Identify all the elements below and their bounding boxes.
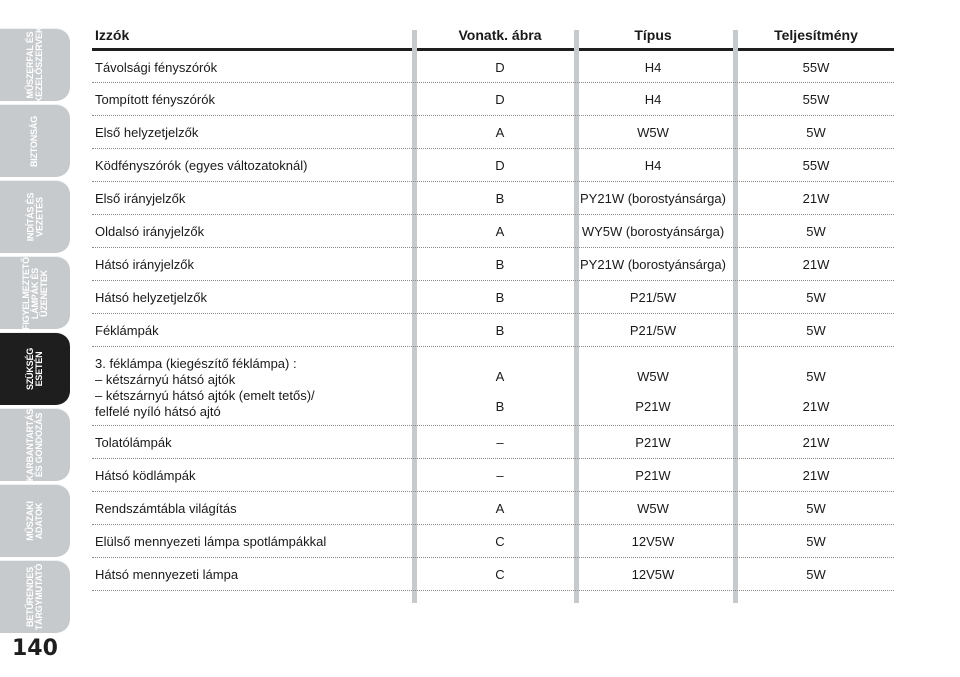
chapter-tab-label: MŰSZAKI ADATOK [24, 501, 44, 541]
bulb-power: 55W [802, 92, 830, 107]
figure-ref: C [495, 567, 505, 582]
page-number: 140 [12, 636, 58, 661]
bulb-type: P21W [635, 399, 671, 414]
bulb-type-cell [580, 116, 726, 148]
bulb-type: P21W [635, 468, 671, 483]
bulb-type-cell [580, 347, 726, 425]
bulb-power: 21W [802, 399, 830, 414]
figure-ref: A [495, 369, 505, 384]
bulb-power: 55W [802, 158, 830, 173]
bulb-type-cell [580, 83, 726, 115]
chapter-tab-label: KARBANTARTÁS ÉS GONDOZÁS [25, 408, 44, 482]
figure-ref: D [495, 60, 505, 75]
chapter-tab-label: BIZTONSÁG [29, 115, 40, 167]
bulb-power-cell [740, 314, 892, 346]
table-row [92, 525, 894, 558]
bulb-name: Oldalsó irányjelzők [95, 224, 205, 239]
bulb-type: H4 [644, 60, 662, 75]
bulb-type: W5W [637, 125, 669, 140]
bulb-power-cell [740, 426, 892, 458]
bulb-power: 5W [806, 290, 826, 305]
table-row [92, 149, 894, 182]
bulb-type-cell [580, 459, 726, 491]
bulb-name: Tompított fényszórók [95, 92, 215, 107]
bulb-power: 21W [802, 191, 830, 206]
bulb-name: 3. féklámpa (kiegészítő féklámpa) : – kétszárnyú hátsó ajtók – kétszárnyú hátsó ajtók (emelt tetős)/ felfelé nyíló hátsó ajtó [95, 356, 315, 419]
bulb-power-cell [740, 347, 892, 425]
chapter-tab[interactable] [0, 256, 70, 329]
bulb-type: H4 [644, 92, 662, 107]
figure-ref-cell [430, 248, 570, 280]
table-body [92, 51, 894, 591]
table-row [92, 248, 894, 281]
bulb-type: W5W [637, 501, 669, 516]
bulb-type-cell [580, 426, 726, 458]
bulb-power-cell [740, 558, 892, 590]
bulb-type: P21/5W [629, 323, 677, 338]
bulb-type: PY21W (borostyánsárga) [580, 191, 726, 206]
figure-ref: B [495, 191, 505, 206]
bulb-type: P21W [635, 435, 671, 450]
figure-ref-cell [430, 492, 570, 524]
figure-ref-cell [430, 116, 570, 148]
bulb-name: Távolsági fényszórók [95, 60, 218, 75]
bulb-type: H4 [644, 158, 662, 173]
header-bulbs: Izzók [95, 27, 130, 43]
table-row [92, 426, 894, 459]
figure-ref-cell [430, 281, 570, 313]
table-row [92, 182, 894, 215]
bulb-power-cell [740, 182, 892, 214]
figure-ref-cell [430, 51, 570, 82]
chapter-tab-label: SZÜKSÉG ESETÉN [24, 347, 44, 391]
figure-ref-cell [430, 459, 570, 491]
bulb-type-cell [580, 281, 726, 313]
bulb-type-cell [580, 248, 726, 280]
table-row [92, 51, 894, 83]
bulb-power: 5W [806, 125, 826, 140]
bulb-type-cell [580, 558, 726, 590]
figure-ref: D [495, 92, 505, 107]
bulb-name: Elülső mennyezeti lámpa spotlámpákkal [95, 534, 327, 549]
table-row [92, 116, 894, 149]
bulb-power: 55W [802, 60, 830, 75]
table-row [92, 347, 894, 426]
bulb-power-cell [740, 525, 892, 557]
bulb-type-cell [580, 525, 726, 557]
chapter-tabs [0, 28, 76, 633]
figure-ref-cell [430, 149, 570, 181]
bulb-power: 5W [806, 534, 826, 549]
chapter-tab[interactable] [0, 484, 70, 557]
figure-ref-cell [430, 558, 570, 590]
bulb-power: 5W [806, 323, 826, 338]
bulb-name: Hátsó helyzetjelzők [95, 290, 207, 305]
figure-ref: B [495, 290, 505, 305]
bulb-power-cell [740, 215, 892, 247]
bulb-type: PY21W (borostyánsárga) [580, 257, 726, 272]
figure-ref: A [495, 501, 505, 516]
chapter-tab[interactable] [0, 180, 70, 253]
bulb-name: Első irányjelzők [95, 191, 186, 206]
bulb-type-cell [580, 314, 726, 346]
figure-ref: B [495, 257, 505, 272]
figure-ref-cell [430, 314, 570, 346]
chapter-tab[interactable] [0, 408, 70, 481]
bulb-power-cell [740, 281, 892, 313]
bulb-power: 21W [802, 468, 830, 483]
table-row [92, 314, 894, 347]
figure-ref-cell [430, 215, 570, 247]
header-type: Típus [634, 27, 672, 43]
bulb-power: 21W [802, 435, 830, 450]
chapter-tab[interactable] [0, 560, 70, 633]
bulb-type-cell [580, 215, 726, 247]
figure-ref: B [495, 399, 505, 414]
table-row [92, 215, 894, 248]
bulb-power: 5W [806, 224, 826, 239]
figure-ref: A [495, 224, 505, 239]
bulb-power-cell [740, 83, 892, 115]
figure-ref: – [496, 435, 504, 450]
chapter-tab-label: FIGYELMEZTETŐ LÁMPÁK ÉS ÜZENETEK [20, 256, 49, 330]
figure-ref-cell [430, 83, 570, 115]
bulb-type: WY5W (borostyánsárga) [581, 224, 725, 239]
bulb-name: Ködfényszórók (egyes változatoknál) [95, 158, 308, 173]
bulb-name: Féklámpák [95, 323, 159, 338]
chapter-tab[interactable] [0, 332, 70, 405]
bulb-power-cell [740, 459, 892, 491]
bulb-power: 5W [806, 369, 826, 384]
bulb-type: W5W [637, 369, 669, 384]
chapter-tab-label: BETŰRENDES TÁRGYMUTATÓ [25, 563, 44, 631]
chapter-tab[interactable] [0, 26, 70, 104]
bulb-type-cell [580, 149, 726, 181]
chapter-tab-label: MŰSZERFAL ÉS KEZELŐSZERVEK [25, 26, 44, 104]
figure-ref-cell [430, 182, 570, 214]
bulb-type-cell [580, 492, 726, 524]
table-row [92, 492, 894, 525]
bulb-power: 5W [806, 501, 826, 516]
table-row [92, 83, 894, 116]
chapter-tab-label: INDÍTÁS ÉS VEZETÉS [24, 192, 44, 242]
figure-ref: C [495, 534, 505, 549]
table-row [92, 558, 894, 591]
bulb-power-cell [740, 116, 892, 148]
figure-ref-cell [430, 347, 570, 425]
table-row [92, 459, 894, 492]
bulb-name: Rendszámtábla világítás [95, 501, 237, 516]
bulb-power: 5W [806, 567, 826, 582]
bulb-type-cell [580, 182, 726, 214]
table-header [92, 22, 894, 51]
bulb-name: Hátsó irányjelzők [95, 257, 194, 272]
table-row [92, 281, 894, 314]
bulb-type: 12V5W [631, 567, 675, 582]
bulb-type: 12V5W [631, 534, 675, 549]
bulb-name: Hátsó mennyezeti lámpa [95, 567, 239, 582]
header-figure-ref: Vonatk. ábra [458, 27, 542, 43]
figure-ref-cell [430, 525, 570, 557]
bulb-table [92, 22, 894, 591]
bulb-power-cell [740, 248, 892, 280]
bulb-power-cell [740, 492, 892, 524]
bulb-type: P21/5W [629, 290, 677, 305]
figure-ref: – [496, 468, 504, 483]
figure-ref: B [495, 323, 505, 338]
figure-ref-cell [430, 426, 570, 458]
bulb-name: Hátsó ködlámpák [95, 468, 196, 483]
bulb-name: Első helyzetjelzők [95, 125, 199, 140]
figure-ref: A [495, 125, 505, 140]
figure-ref: D [495, 158, 505, 173]
bulb-type-cell [580, 51, 726, 82]
bulb-name: Tolatólámpák [95, 435, 172, 450]
header-power: Teljesítmény [774, 27, 858, 43]
bulb-power-cell [740, 149, 892, 181]
bulb-power-cell [740, 51, 892, 82]
bulb-power: 21W [802, 257, 830, 272]
chapter-tab[interactable] [0, 104, 70, 177]
